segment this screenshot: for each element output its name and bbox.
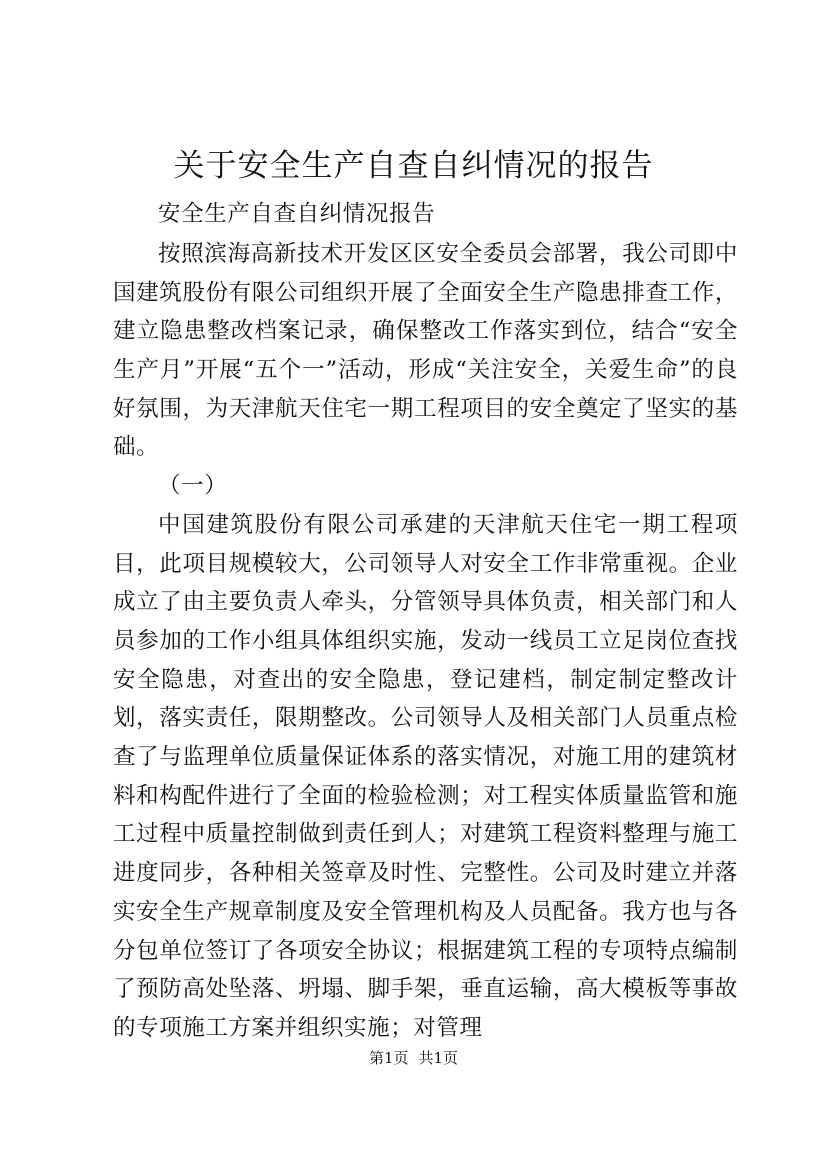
paragraph-intro: 按照滨海高新技术开发区区安全委员会部署，我公司即中国建筑股份有限公司组织开展了全面安全生产隐患排查工作，建立隐患整改档案记录，确保整改工作落实到位，结合“安全生产月”开展“五个一”活动，形成“关注安全，关爱生命”的良好氛围，为天津航天住宅一期工程项目的安全奠定了坚实的基础。 xyxy=(113,240,738,461)
page-total: 共1页 xyxy=(418,1049,459,1067)
page-number: 第1页 xyxy=(368,1049,409,1067)
paragraph-section-1: 中国建筑股份有限公司承建的天津航天住宅一期工程项目，此项目规模较大，公司领导人对安全工作非常重视。企业成立了由主要负责人牵头，分管领导具体负责，相关部门和人员参加的工作小组具体组织实施，发动一线员工立足岗位查找安全隐患，对查出的安全隐患，登记建档，制定制定整改计划，落实责任，限期整改。公司领导人及相关部门人员重点检查了与监理单位质量保证体系的落实情况，对施工用的建筑材料和构配件进行了全面的检验检测；对工程实体质量监管和施工过程中质量控制做到责任到人；对建筑工程资料整理与施工进度同步，各种相关签章及时性、完整性。公司及时建立并落实安全生产规章制度及安全管理机构及人员配备。我方也与各分包单位签订了各项安全协议；根据建筑工程的专项特点编制了预防高处坠落、坍塌、脚手架，垂直运输，高大模板等事故的专项施工方案并组织实施；对管理 xyxy=(113,511,738,1041)
page-footer xyxy=(0,1048,827,1068)
section-heading: （一） xyxy=(158,473,228,500)
document-subtitle: 安全生产自查自纠情况报告 xyxy=(158,201,436,227)
document-body xyxy=(113,195,738,1048)
document-title: 关于安全生产自查自纠情况的报告 xyxy=(173,148,654,184)
